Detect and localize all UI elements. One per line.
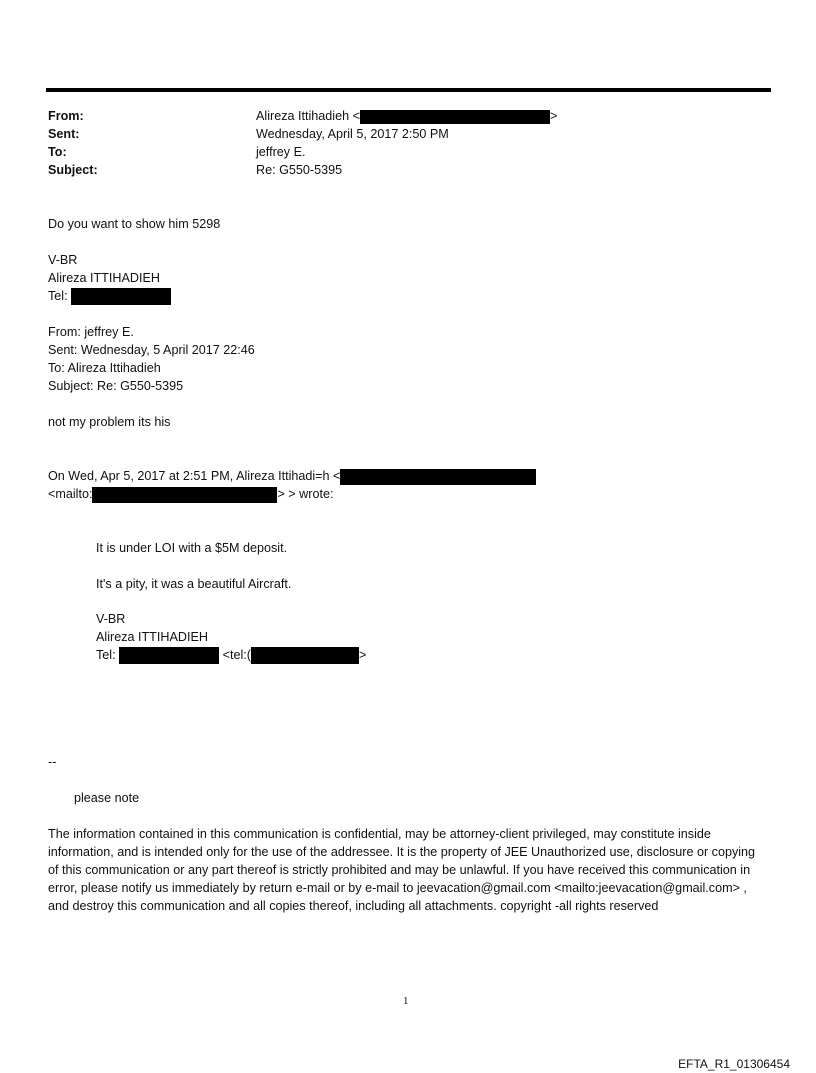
wrote-intro: On Wed, Apr 5, 2017 at 2:51 PM, Alireza Ittihadi=h < — [48, 469, 341, 483]
sent-label: Sent: — [48, 127, 80, 141]
wrote-text: > > wrote: — [277, 487, 334, 501]
mailto-label: <mailto: — [48, 487, 93, 501]
document-id: EFTA_R1_01306454 — [678, 1057, 790, 1071]
body-line: Do you want to show him 5298 — [48, 217, 221, 231]
wrote-line-1 — [48, 467, 536, 485]
header-rule — [46, 88, 771, 92]
quoted-signature-tel — [96, 646, 366, 664]
from-name: Alireza Ittihadieh < — [256, 109, 360, 123]
signature-tel — [48, 287, 171, 305]
redacted-email — [340, 469, 536, 485]
reply-line: not my problem its his — [48, 415, 171, 429]
from-label: From: — [48, 109, 84, 123]
signature — [48, 251, 171, 305]
signature-vbr: V-BR — [48, 253, 78, 267]
quoted-line-1: It is under LOI with a $5M deposit. — [96, 541, 288, 555]
quoted-signature — [96, 610, 366, 664]
from-close: > — [549, 109, 558, 123]
wrote-line — [48, 467, 536, 503]
please-note: please note — [74, 791, 140, 805]
quoted-signature-vbr: V-BR — [96, 612, 126, 626]
subject-value: Re: G550-5395 — [256, 163, 343, 177]
page-number: 1 — [403, 995, 409, 1007]
redacted-mailto — [92, 487, 277, 503]
signature-name: Alireza ITTIHADIEH — [48, 271, 160, 285]
quoted-to: To: Alireza Ittihadieh — [48, 361, 161, 375]
redacted-phone — [71, 288, 171, 305]
tel-label: Tel: — [96, 648, 116, 662]
sent-value: Wednesday, April 5, 2017 2:50 PM — [256, 127, 449, 141]
tel-close: > — [358, 648, 367, 662]
disclaimer: The information contained in this communication is confidential, may be attorney-client privileged, may constitute inside information, and is intended only for the use of the addressee. It is the property of JEE Unauthorized use, disclosure or copying of this communication or any part thereof is strictly prohibited and may be unlawful. If you have received this communication in error, please notify us immediately by return e-mail or by e-mail to jeevacation@gmail.com <mailto:jeevacation@gmail.com> , and destroy this communication and all copies thereof, including all attachments. copyright -all rights reserved — [48, 827, 756, 913]
quoted-from: From: jeffrey E. — [48, 325, 134, 339]
redacted-phone-link — [251, 647, 359, 664]
to-label: To: — [48, 145, 67, 159]
to-value: jeffrey E. — [256, 145, 306, 159]
redacted-email — [360, 110, 550, 124]
quoted-subject: Subject: Re: G550-5395 — [48, 379, 184, 393]
quoted-sent: Sent: Wednesday, 5 April 2017 22:46 — [48, 343, 255, 357]
subject-label: Subject: — [48, 163, 98, 177]
quoted-line-2: It's a pity, it was a beautiful Aircraft. — [96, 577, 292, 591]
tel-link-label: <tel:( — [222, 648, 251, 662]
tel-label: Tel: — [48, 289, 68, 303]
from-value — [256, 107, 557, 125]
redacted-phone — [119, 647, 219, 664]
quoted-signature-name: Alireza ITTIHADIEH — [96, 630, 208, 644]
wrote-line-2 — [48, 485, 536, 503]
separator: -- — [48, 755, 57, 769]
quoted-header — [48, 323, 255, 395]
